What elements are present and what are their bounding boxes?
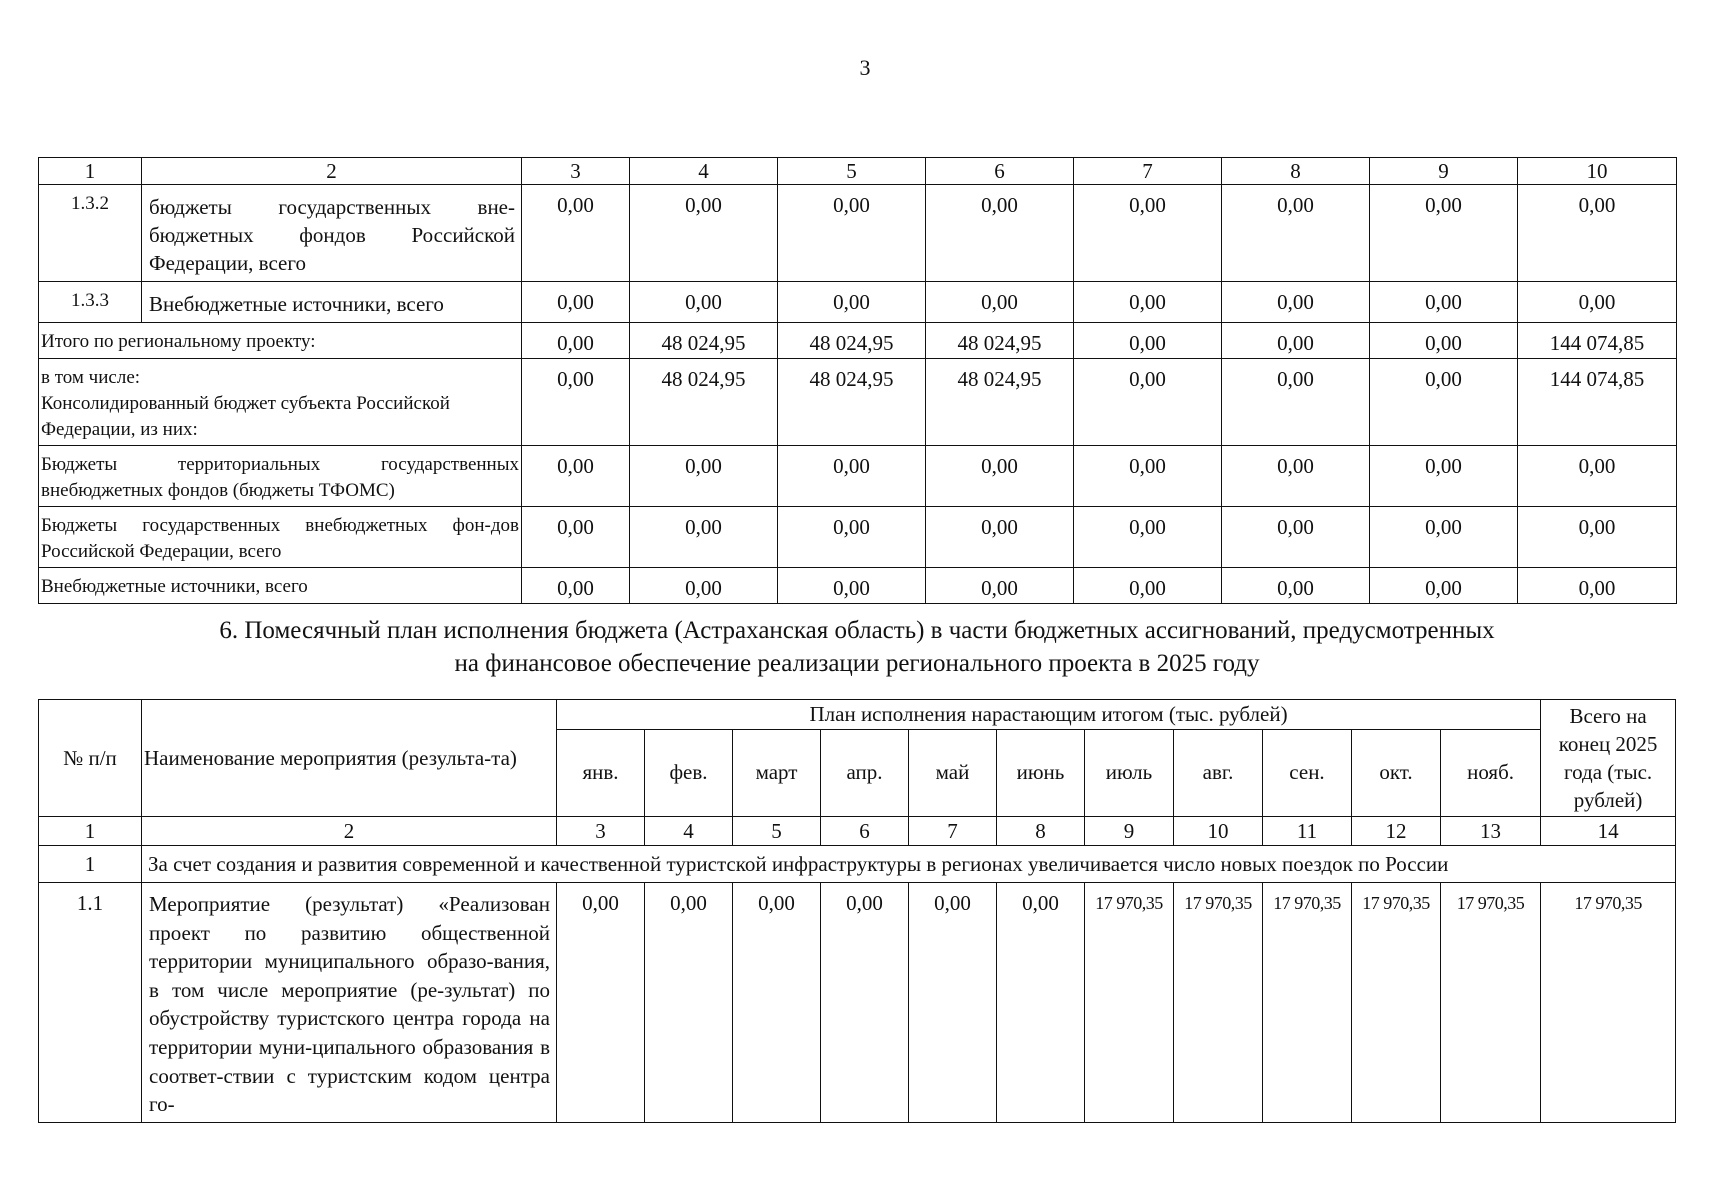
value-cell: 0,00 (630, 446, 778, 507)
month-value: 0,00 (645, 883, 733, 1123)
row-name: Итого по региональному проекту: (39, 323, 522, 359)
total-header: Всего на конец 2025 года (тыс. рублей) (1541, 700, 1676, 817)
value-cell: 0,00 (926, 446, 1074, 507)
month-header: авг. (1174, 729, 1263, 816)
month-value: 0,00 (909, 883, 997, 1123)
table-row (39, 568, 1677, 604)
value-cell: 0,00 (630, 282, 778, 323)
month-header: нояб. (1441, 729, 1541, 816)
value-cell: 0,00 (1370, 323, 1518, 359)
value-cell: 0,00 (926, 568, 1074, 604)
column-number: 1 (39, 158, 142, 185)
value-cell: 48 024,95 (778, 359, 926, 446)
header-row (39, 700, 1676, 730)
month-header: янв. (557, 729, 645, 816)
column-number: 3 (557, 817, 645, 846)
month-value: 17 970,35 (1263, 883, 1352, 1123)
month-header: апр. (821, 729, 909, 816)
column-number: 4 (645, 817, 733, 846)
value-cell: 0,00 (1370, 185, 1518, 282)
column-number-row (39, 158, 1677, 185)
column-number: 4 (630, 158, 778, 185)
column-number: 9 (1370, 158, 1518, 185)
value-cell: 0,00 (1222, 446, 1370, 507)
month-value: 17 970,35 (1174, 883, 1263, 1123)
row-code: 1.3.3 (39, 282, 142, 323)
item-name: Мероприятие (результат) «Реализован проект по развитию общественной территории муниципального образо-вания, в том числе мероприятие (ре-зультат) по обустройству туристского центра города на территории муни-ципального образования в соответ-ствии с туристским кодом центра го- (142, 883, 557, 1123)
value-cell: 0,00 (522, 507, 630, 568)
column-number: 14 (1541, 817, 1676, 846)
value-cell: 0,00 (1370, 507, 1518, 568)
value-cell: 0,00 (778, 507, 926, 568)
value-cell: 0,00 (630, 185, 778, 282)
month-header: июль (1085, 729, 1174, 816)
month-header: окт. (1352, 729, 1441, 816)
value-cell: 0,00 (1370, 568, 1518, 604)
row-name: в том числе: Консолидированный бюджет субъекта Российской Федерации, из них: (39, 359, 522, 446)
table-row (39, 185, 1677, 282)
value-cell: 0,00 (1074, 185, 1222, 282)
month-header: июнь (997, 729, 1085, 816)
value-cell: 0,00 (1074, 507, 1222, 568)
column-number: 3 (522, 158, 630, 185)
value-cell: 144 074,85 (1518, 359, 1677, 446)
column-number: 12 (1352, 817, 1441, 846)
column-number: 5 (778, 158, 926, 185)
value-cell: 144 074,85 (1518, 323, 1677, 359)
column-number: 6 (821, 817, 909, 846)
value-cell: 0,00 (1222, 507, 1370, 568)
row-name: Внебюджетные источники, всего (142, 282, 522, 323)
col-name-header: Наименование мероприятия (результа-та) (142, 700, 557, 817)
value-cell: 0,00 (778, 282, 926, 323)
section-title-line-2: на финансовое обеспечение реализации регионального проекта в 2025 году (454, 650, 1260, 677)
column-number-row (39, 817, 1676, 846)
item-number: 1.1 (39, 883, 142, 1123)
row-name: Бюджеты территориальных государственных внебюджетных фондов (бюджеты ТФОМС) (39, 446, 522, 507)
table-row (39, 359, 1677, 446)
value-cell: 0,00 (1518, 446, 1677, 507)
goal-text: За счет создания и развития современной и качественной туристской инфраструктуры в регионах увеличивается число новых поездок по России (142, 846, 1676, 883)
value-cell: 0,00 (522, 323, 630, 359)
value-cell: 0,00 (1222, 323, 1370, 359)
goal-number: 1 (39, 846, 142, 883)
column-number: 2 (142, 817, 557, 846)
column-number: 9 (1085, 817, 1174, 846)
column-number: 7 (1074, 158, 1222, 185)
value-cell: 0,00 (1370, 282, 1518, 323)
month-value: 17 970,35 (1441, 883, 1541, 1123)
value-cell: 48 024,95 (630, 359, 778, 446)
value-cell: 0,00 (1222, 282, 1370, 323)
monthly-budget-plan-table (38, 699, 1676, 1123)
column-number: 7 (909, 817, 997, 846)
value-cell: 0,00 (522, 359, 630, 446)
month-value: 17 970,35 (1352, 883, 1441, 1123)
value-cell: 48 024,95 (630, 323, 778, 359)
table-row (39, 883, 1676, 1123)
value-cell: 0,00 (630, 568, 778, 604)
value-cell: 0,00 (1074, 568, 1222, 604)
row-code: 1.3.2 (39, 185, 142, 282)
table-row (39, 282, 1677, 323)
value-cell: 0,00 (1518, 568, 1677, 604)
col-num-header: № п/п (39, 700, 142, 817)
table-row (39, 446, 1677, 507)
value-cell: 0,00 (1074, 446, 1222, 507)
column-number: 10 (1174, 817, 1263, 846)
plan-header: План исполнения нарастающим итогом (тыс. рублей) (557, 700, 1541, 730)
column-number: 11 (1263, 817, 1352, 846)
value-cell: 0,00 (522, 185, 630, 282)
section-title (38, 614, 1676, 680)
value-cell: 0,00 (1222, 359, 1370, 446)
month-value: 0,00 (821, 883, 909, 1123)
page-number: 3 (859, 55, 871, 80)
value-cell: 0,00 (1518, 507, 1677, 568)
row-name: бюджеты государственных вне-бюджетных фондов Российской Федерации, всего (142, 185, 522, 282)
column-number: 8 (1222, 158, 1370, 185)
value-cell: 0,00 (1222, 568, 1370, 604)
row-name: Бюджеты государственных внебюджетных фон-дов Российской Федерации, всего (39, 507, 522, 568)
month-value: 0,00 (997, 883, 1085, 1123)
value-cell: 48 024,95 (778, 323, 926, 359)
month-header: фев. (645, 729, 733, 816)
value-cell: 0,00 (1222, 185, 1370, 282)
value-cell: 48 024,95 (926, 323, 1074, 359)
table-row (39, 507, 1677, 568)
value-cell: 0,00 (1518, 185, 1677, 282)
column-number: 1 (39, 817, 142, 846)
value-cell: 0,00 (778, 446, 926, 507)
value-cell: 0,00 (1370, 359, 1518, 446)
column-number: 13 (1441, 817, 1541, 846)
row-name: Внебюджетные источники, всего (39, 568, 522, 604)
total-row (39, 323, 1677, 359)
goal-row (39, 846, 1676, 883)
column-number: 6 (926, 158, 1074, 185)
value-cell: 48 024,95 (926, 359, 1074, 446)
value-cell: 0,00 (926, 282, 1074, 323)
value-cell: 0,00 (778, 185, 926, 282)
column-number: 10 (1518, 158, 1677, 185)
value-cell: 0,00 (522, 568, 630, 604)
total-value: 17 970,35 (1541, 883, 1676, 1123)
month-value: 17 970,35 (1085, 883, 1174, 1123)
value-cell: 0,00 (630, 507, 778, 568)
value-cell: 0,00 (522, 446, 630, 507)
month-value: 0,00 (733, 883, 821, 1123)
value-cell: 0,00 (926, 185, 1074, 282)
value-cell: 0,00 (1074, 282, 1222, 323)
value-cell: 0,00 (1074, 323, 1222, 359)
value-cell: 0,00 (926, 507, 1074, 568)
value-cell: 0,00 (1074, 359, 1222, 446)
column-number: 8 (997, 817, 1085, 846)
value-cell: 0,00 (1518, 282, 1677, 323)
value-cell: 0,00 (1370, 446, 1518, 507)
month-header: сен. (1263, 729, 1352, 816)
value-cell: 0,00 (522, 282, 630, 323)
column-number: 2 (142, 158, 522, 185)
section-title-line-1: 6. Помесячный план исполнения бюджета (Астраханская область) в части бюджетных ассигнований, предусмотренных (219, 617, 1495, 644)
month-header: май (909, 729, 997, 816)
regional-project-funding-table (38, 157, 1677, 604)
month-header: март (733, 729, 821, 816)
value-cell: 0,00 (778, 568, 926, 604)
column-number: 5 (733, 817, 821, 846)
month-value: 0,00 (557, 883, 645, 1123)
